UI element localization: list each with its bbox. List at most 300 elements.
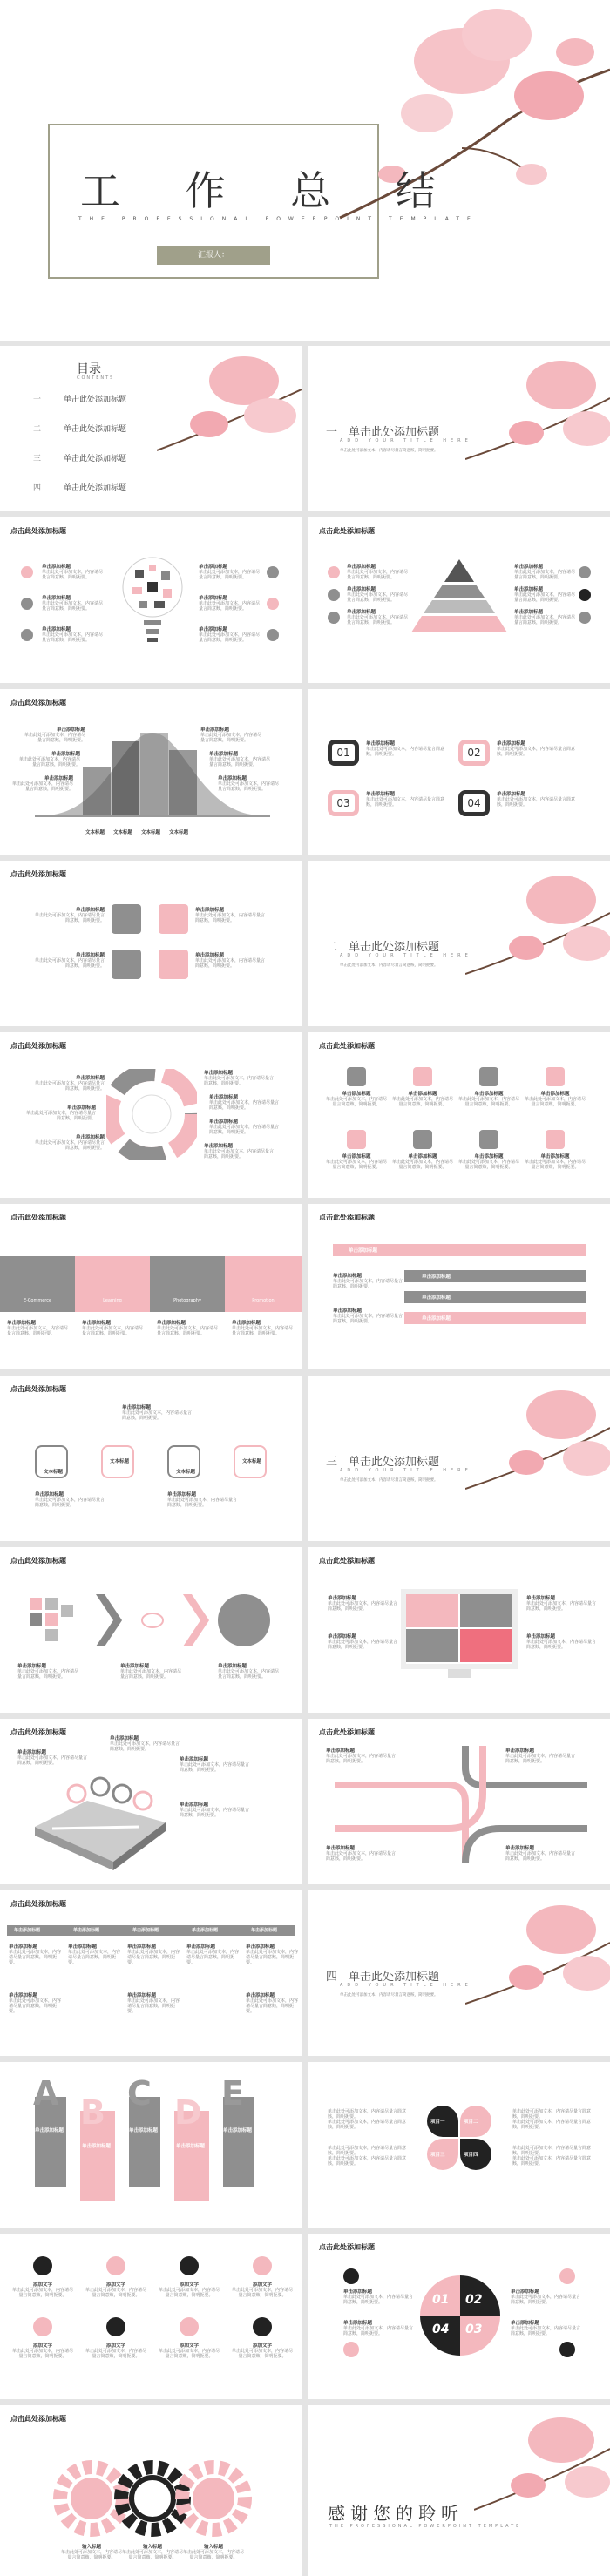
- item-title: 单击添加标题: [75, 1076, 105, 1081]
- magnolia-icon: [465, 1890, 610, 2021]
- item-text: 单击此处可添加文本，内容请尽量言简意赅，简明扼要。: [246, 1950, 299, 1965]
- toc-num: 四: [33, 484, 42, 493]
- item-title: 单击添加标题: [514, 565, 544, 570]
- lock-icon: [33, 2256, 52, 2275]
- arrow-label: 单击添加标题: [422, 1295, 451, 1301]
- numbered-slide: [308, 689, 610, 855]
- category-label: Learning: [103, 1298, 122, 1303]
- item-text: 单击此处可添加文本，内容请尽量言简意赅，简明扼要。: [392, 1160, 454, 1170]
- item-text: 单击此处可添加文本，内容请尽量言简意赅，简明扼要。: [218, 1669, 280, 1680]
- item-text: 单击此处可添加文本，内容请尽量言简意赅，简明扼要。: [328, 2120, 407, 2130]
- flow-label: 文本标题: [242, 1459, 262, 1464]
- item-text: 单击此处可添加文本，内容请尽量言简意赅，简明扼要。: [180, 1808, 250, 1818]
- slide-title: 点击此处添加标题: [319, 1728, 375, 1736]
- section-title: 单击此处添加标题: [349, 1456, 440, 1469]
- item-text: 单击此处可添加文本，内容请尽量言简意赅，简明扼要。: [82, 1326, 144, 1336]
- project-label: 项目一: [430, 2120, 445, 2125]
- item-title: 单击添加标题: [186, 1944, 216, 1950]
- timeline-slide: [0, 1890, 302, 2056]
- category-ecommerce: [0, 1256, 75, 1312]
- slide-title: 点击此处添加标题: [319, 2243, 375, 2251]
- item-title: 单击添加标题: [347, 587, 376, 592]
- item-text: 单击此处可添加文本，内容请尽量言简意赅，简明扼要。: [232, 1326, 294, 1336]
- item-text: 单击此处可添加文本，内容请尽量言简意赅，简明扼要。: [343, 2295, 414, 2305]
- section-body: 单击此处可添加文本，内容请尽量言简意赅，简明扼要。: [340, 449, 438, 453]
- item-text: 单击此处可添加文本，内容请尽量言简意赅，简明扼要。: [199, 601, 261, 612]
- item-title: 单击添加标题: [199, 596, 228, 601]
- item-title: 单击添加标题: [343, 2289, 373, 2295]
- pyramid-slide: [308, 517, 610, 683]
- item-text: 单击此处可添加文本，内容请尽量言简意赅，简明扼要。: [246, 1998, 299, 2014]
- num-box: 02: [458, 740, 490, 766]
- magnolia-icon: [465, 346, 610, 477]
- item-text: 单击此处可添加文本，内容请尽量言简意赅，简明扼要。: [157, 1326, 219, 1336]
- cover-slide: [0, 0, 610, 341]
- crossing-slide: [308, 1719, 610, 1884]
- item-text: 单击此处可添加文本，内容请尽量言简意赅，简明扼要。: [392, 1097, 454, 1107]
- item-text: 单击此处可添加文本，内容请尽量言简意赅，简明扼要。: [525, 1097, 586, 1107]
- item-title: 单击添加标题: [366, 792, 396, 797]
- slide-title: 点击此处添加标题: [10, 1557, 66, 1565]
- section-body: 单击此处可添加文本，内容请尽量言简意赅，简明扼要。: [340, 963, 438, 968]
- icon-grid-slide: [0, 861, 302, 1026]
- item-title: 单击添加标题: [366, 741, 396, 747]
- item-text: 单击此处可添加文本，内容请尽量言简意赅，简明扼要。: [512, 2146, 592, 2156]
- magnolia-icon: [474, 2405, 610, 2527]
- item-title: 单击添加标题: [127, 1993, 157, 1998]
- section-title: 单击此处添加标题: [349, 941, 440, 954]
- item-text: 单击此处可添加文本，内容请尽量言简意赅，简明扼要。: [218, 781, 280, 792]
- item-title: 单击添加标题: [246, 1993, 275, 1998]
- home-icon: [106, 2317, 125, 2336]
- item-text: 单击此处可添加文本，内容请尽量言简意赅，简明扼要。: [326, 1160, 388, 1170]
- item-title: 添加文字: [105, 2282, 125, 2288]
- item-title: 单击添加标题: [199, 627, 228, 632]
- item-text: 单击此处可添加文本，内容请尽量言简意赅，简明扼要。: [512, 2109, 592, 2120]
- item-text: 单击此处可添加文本，内容请尽量言简意赅，简明扼要。: [512, 2120, 592, 2130]
- item-text: 单击此处可添加文本，内容请尽量言简意赅，简明扼要。: [458, 1160, 520, 1170]
- puzzle-piece: [460, 1594, 512, 1627]
- letter-d: D: [174, 2093, 202, 2132]
- item-title: 单击添加标题: [328, 1596, 357, 1601]
- item-text: 单击此处可添加文本，内容请尽量言简意赅，简明扼要。: [209, 757, 271, 767]
- letter-c: C: [127, 2074, 152, 2113]
- item-title: 单击添加标题: [127, 1944, 157, 1950]
- item-title: 单击添加标题: [17, 1664, 47, 1669]
- item-title: 单击添加标题: [75, 1135, 105, 1140]
- item-title: 单击添加标题: [347, 610, 376, 615]
- item-text: 单击此处可添加文本，内容请尽量言简意赅，简明扼要。: [35, 1081, 105, 1092]
- section-title: 单击此处添加标题: [349, 426, 440, 439]
- umbrella-icon: [413, 1130, 432, 1149]
- slide-title: 点击此处添加标题: [319, 1214, 375, 1221]
- section-title: 单击此处添加标题: [349, 1971, 440, 1984]
- item-title: 单击添加标题: [17, 1750, 47, 1755]
- item-text: 单击此处可添加文本，内容请尽量言简意赅，简明扼要。: [12, 781, 74, 792]
- item-title: 单击添加标题: [209, 1119, 239, 1125]
- item-text: 单击此处可添加文本，内容请尽量言简意赅，简明扼要。: [35, 913, 105, 923]
- monitor-stand: [448, 1669, 471, 1678]
- item-text: 单击此处可添加文本，内容请尽量言简意赅，简明扼要。: [195, 913, 266, 923]
- toc-item-4[interactable]: [33, 482, 126, 493]
- item-title: 单击添加标题: [44, 776, 73, 781]
- item-text: 单击此处可添加文本，内容请尽量言简意赅，简明扼要。: [122, 1410, 193, 1421]
- item-title: 单击添加标题: [110, 1736, 139, 1741]
- toc-num: 三: [33, 455, 42, 463]
- item-title: 单击添加标题: [511, 2321, 540, 2326]
- item-title: 单击添加标题: [514, 587, 544, 592]
- item-text: 单击此处可添加文本，内容请尽量言简意赅，简明扼要。: [526, 1640, 597, 1650]
- item-title: 单击添加标题: [246, 1944, 275, 1950]
- slide-title: 点击此处添加标题: [10, 870, 66, 878]
- edit-icon: [180, 2256, 199, 2275]
- category-photography: [150, 1256, 225, 1312]
- timeline-label: 单击添加标题: [14, 1928, 41, 1933]
- item-title: 单击添加标题: [526, 1634, 556, 1640]
- puzzle-piece: [460, 1629, 512, 1662]
- item-title: 单击添加标题: [42, 627, 71, 632]
- item-text: 单击此处可添加文本，内容请尽量言简意赅，简明扼要。: [511, 2326, 581, 2336]
- item-text: 单击此处可添加文本，内容请尽量言简意赅，简明扼要。: [200, 733, 262, 743]
- money-icon: [159, 950, 188, 979]
- category-label: E-Commerce: [23, 1298, 52, 1303]
- item-text: 单击此处可添加文本，内容请尽量言简意赅，简明扼要。: [122, 2550, 184, 2560]
- item-text: 单击此处可添加文本，内容请尽量言简意赅，简明扼要。: [343, 2326, 414, 2336]
- letters-slide: [0, 2062, 302, 2228]
- map-slide: [0, 1719, 302, 1884]
- gears-icon: [52, 2459, 253, 2538]
- item-title: 单击添加标题: [42, 596, 71, 601]
- car-icon: [479, 1130, 498, 1149]
- item-text: 单击此处可添加文本，内容请尽量言简意赅，简明扼要。: [505, 1851, 576, 1862]
- item-title: 添加文字: [32, 2343, 52, 2349]
- item-text: 单击此处可添加文本，内容请尽量言简意赅，简明扼要。: [19, 757, 81, 767]
- toc-item-3[interactable]: [33, 452, 126, 463]
- item-title: 单击添加标题: [342, 1154, 371, 1160]
- quadrant-num: 01: [432, 2293, 450, 2307]
- section-sub: ADD YOUR TITLE HERE: [340, 953, 472, 958]
- item-text: 单击此处可添加文本，内容请尽量言简意赅，简明扼要。: [85, 2288, 147, 2298]
- toc-item-2[interactable]: [33, 423, 126, 434]
- thanks-subtitle: THE PROFESSIONAL POWERPOINT TEMPLATE: [329, 2524, 522, 2529]
- item-title: 单击添加标题: [497, 741, 526, 747]
- item-title: 单击添加标题: [514, 610, 544, 615]
- item-title: 单击添加标题: [42, 565, 71, 570]
- item-text: 单击此处可添加文本，内容请尽量言简意赅，简明扼要。: [85, 2349, 147, 2359]
- quadrant-num: 02: [465, 2293, 483, 2307]
- puzzle-piece: [406, 1594, 458, 1627]
- item-text: 单击此处可添加文本，内容请尽量言简意赅，简明扼要。: [525, 1160, 586, 1170]
- item-text: 单击此处可添加文本，内容请尽量言简意赅，简明扼要。: [12, 2288, 74, 2298]
- item-text: 单击此处可添加文本，内容请尽量言简意赅，简明扼要。: [186, 1950, 240, 1965]
- slide-title: 点击此处添加标题: [319, 1042, 375, 1050]
- item-title: 单击添加标题: [199, 565, 228, 570]
- item-title: 单击添加标题: [474, 1154, 504, 1160]
- item-title: 单击添加标题: [180, 1802, 209, 1808]
- item-title: 单击添加标题: [232, 1321, 261, 1326]
- item-text: 单击此处可添加文本，内容请尽量言简意赅，简明扼要。: [512, 2156, 592, 2167]
- text-label: 文本标题: [169, 830, 189, 835]
- item-title: 单击添加标题: [75, 953, 105, 958]
- item-text: 单击此处可添加文本，内容请尽量言简意赅，简明扼要。: [204, 1076, 274, 1086]
- item-text: 单击此处可添加文本，内容请尽量言简意赅，简明扼要。: [333, 1279, 403, 1289]
- slide-title: 点击此处添加标题: [10, 1214, 66, 1221]
- puzzle-piece: [406, 1629, 458, 1662]
- item-title: 单击添加标题: [497, 792, 526, 797]
- star-icon: [559, 2268, 575, 2284]
- section-num: 三: [326, 1456, 338, 1469]
- slide-title: 点击此处添加标题: [10, 699, 66, 707]
- item-text: 单击此处可添加文本，内容请尽量言简意赅，简明扼要。: [326, 1851, 396, 1862]
- item-text: 单击此处可添加文本，内容请尽量言简意赅，简明扼要。: [42, 601, 104, 612]
- chat-icon: [112, 904, 141, 934]
- item-text: 单击此处可添加文本，内容请尽量言简意赅，简明扼要。: [42, 632, 104, 643]
- category-slide: [0, 1204, 302, 1369]
- item-text: 单击此处可添加文本，内容请尽量言简意赅，简明扼要。: [127, 1998, 180, 2014]
- timeline-label: 单击添加标题: [132, 1928, 159, 1933]
- dot: [328, 589, 340, 601]
- item-text: 单击此处可添加文本，内容请尽量言简意赅，简明扼要。: [366, 797, 445, 808]
- section-sub: ADD YOUR TITLE HERE: [340, 438, 472, 443]
- item-text: 单击此处可添加文本，内容请尽量言简意赅，简明扼要。: [159, 2349, 220, 2359]
- dot: [21, 629, 33, 641]
- item-text: 单击此处可添加文本，内容请尽量言简意赅，简明扼要。: [9, 1950, 62, 1965]
- quadrant-num: 03: [465, 2322, 483, 2336]
- item-title: 单击添加标题: [66, 1105, 96, 1111]
- bell-curve-slide: [0, 689, 302, 855]
- slide-title: 点击此处添加标题: [10, 2415, 66, 2423]
- category-label: Photography: [173, 1298, 201, 1303]
- section-num: 四: [326, 1971, 338, 1984]
- item-title: 单击添加标题: [511, 2289, 540, 2295]
- chevron-slide: [0, 1547, 302, 1713]
- lightbulb-slide: [0, 517, 302, 683]
- item-title: 单击添加标题: [51, 752, 80, 757]
- item-title: 单击添加标题: [167, 1492, 197, 1498]
- item-text: 单击此处可添加文本，内容请尽量言简意赅，简明扼要。: [497, 797, 576, 808]
- magnolia-icon: [157, 346, 302, 468]
- cover-title: 工 作 总 结: [80, 167, 462, 214]
- check-icon: [180, 2317, 199, 2336]
- magnolia-icon: [465, 861, 610, 991]
- item-text: 单击此处可添加文本，内容请尽量言简意赅，简明扼要。: [7, 1326, 69, 1336]
- map-icon: [35, 1775, 166, 1870]
- search-icon: [112, 950, 141, 979]
- item-text: 单击此处可添加文本，内容请尽量言简意赅，简明扼要。: [366, 747, 445, 757]
- projects-slide: [308, 2062, 610, 2228]
- item-text: 单击此处可添加文本，内容请尽量言简意赅，简明扼要。: [183, 2550, 245, 2560]
- arrow-label: 单击添加标题: [422, 1316, 451, 1322]
- item-title: 单击添加标题: [75, 908, 105, 913]
- slide-title: 点击此处添加标题: [10, 1900, 66, 1908]
- item-title: 单击添加标题: [195, 953, 225, 958]
- toc-item-1[interactable]: [33, 393, 126, 404]
- item-title: 单击添加标题: [68, 1944, 98, 1950]
- item-title: 单击添加标题: [540, 1154, 570, 1160]
- timeline-label: 单击添加标题: [73, 1928, 100, 1933]
- item-text: 单击此处可添加文本，内容请尽量言简意赅，简明扼要。: [511, 2295, 581, 2305]
- item-title: 单击添加标题: [326, 1748, 356, 1754]
- item-title: 单击添加标题: [474, 1092, 504, 1097]
- project-label: 项目三: [430, 2153, 445, 2158]
- item-text: 单击此处可添加文本，内容请尽量言简意赅，简明扼要。: [180, 1762, 250, 1773]
- music-icon: [546, 1130, 565, 1149]
- item-text: 单击此处可添加文本，内容请尽量言简意赅，简明扼要。: [120, 1669, 182, 1680]
- circle-icons-slide: [0, 2234, 302, 2399]
- arrow-slide: [308, 1204, 610, 1369]
- item-text: 单击此处可添加文本，内容请尽量言简意赅，简明扼要。: [17, 1755, 88, 1766]
- project-label: 项目二: [464, 2120, 478, 2125]
- slide-title: 点击此处添加标题: [10, 1042, 66, 1050]
- toc-label: 单击此处添加标题: [64, 425, 127, 434]
- magnolia-icon: [465, 1376, 610, 1506]
- item-title: 单击添加标题: [408, 1092, 437, 1097]
- item-text: 单击此处可添加文本，内容请尽量言简意赅，简明扼要。: [68, 1950, 121, 1965]
- item-title: 单击添加标题: [82, 1321, 112, 1326]
- item-title: 单击添加标题: [82, 2144, 112, 2149]
- item-title: 单击添加标题: [129, 2128, 159, 2133]
- item-title: 单击添加标题: [180, 1757, 209, 1762]
- gear-icon: [343, 2342, 359, 2357]
- dot: [267, 566, 279, 578]
- cover-subtitle: THE PROFESSIONAL POWERPOINT TEMPLATE: [78, 216, 478, 222]
- item-text: 单击此处可添加文本，内容请尽量言简意赅，简明扼要。: [232, 2288, 294, 2298]
- item-title: 添加文字: [252, 2282, 272, 2288]
- item-text: 单击此处可添加文本，内容请尽量言简意赅，简明扼要。: [514, 592, 576, 603]
- item-text: 单击此处可添加文本，内容请尽量言简意赅，简明扼要。: [12, 2349, 74, 2359]
- item-title: 单击添加标题: [505, 1748, 535, 1754]
- section-slide-3: [308, 1376, 610, 1541]
- monitor: [401, 1589, 518, 1669]
- arrow-label: 单击添加标题: [422, 1274, 451, 1280]
- item-text: 单击此处可添加文本，内容请尽量言简意赅，简明扼要。: [328, 2109, 407, 2120]
- item-text: 单击此处可添加文本，内容请尽量言简意赅，简明扼要。: [514, 570, 576, 580]
- category-learning: [75, 1256, 150, 1312]
- toc-label: 单击此处添加标题: [64, 455, 127, 463]
- cart-icon: [33, 2317, 52, 2336]
- cycle-slide: [0, 1032, 302, 1198]
- section-num: 一: [326, 426, 338, 439]
- item-text: 单击此处可添加文本，内容请尽量言简意赅，简明扼要。: [26, 1111, 97, 1121]
- item-text: 单击此处可添加文本，内容请尽量言简意赅，简明扼要。: [505, 1754, 576, 1764]
- slide-title: 点击此处添加标题: [10, 1728, 66, 1736]
- item-text: 单击此处可添加文本，内容请尽量言简意赅，简明扼要。: [526, 1601, 597, 1612]
- lightbulb-icon: [118, 552, 187, 648]
- item-text: 单击此处可添加文本，内容请尽量言简意赅，简明扼要。: [328, 1601, 398, 1612]
- item-text: 单击此处可添加文本，内容请尽量言简意赅，简明扼要。: [199, 570, 261, 580]
- item-text: 单击此处可添加文本，内容请尽量言简意赅，简明扼要。: [328, 1640, 398, 1650]
- dot: [579, 589, 591, 601]
- dot: [21, 566, 33, 578]
- quadrant-slide: [308, 2234, 610, 2399]
- reporter-badge: 汇报人：: [157, 246, 270, 265]
- item-title: 输入标题: [203, 2545, 223, 2550]
- item-text: 单击此处可添加文本，内容请尽量言简意赅，简明扼要。: [209, 1100, 280, 1111]
- quadrant-chart: [420, 2275, 500, 2356]
- pencil-icon: [479, 1067, 498, 1086]
- item-title: 添加文字: [105, 2343, 125, 2349]
- section-body: 单击此处可添加文本，内容请尽量言简意赅，简明扼要。: [340, 1478, 438, 1483]
- item-text: 单击此处可添加文本，内容请尽量言简意赅，简明扼要。: [127, 1950, 180, 1965]
- num-box: 03: [328, 790, 359, 816]
- slide-title: 点击此处添加标题: [10, 527, 66, 535]
- section-num: 二: [326, 941, 338, 954]
- item-title: 单击添加标题: [204, 1071, 234, 1076]
- section-slide-4: [308, 1890, 610, 2056]
- item-text: 单击此处可添加文本，内容请尽量言简意赅，简明扼要。: [232, 2349, 294, 2359]
- dot: [267, 629, 279, 641]
- item-text: 单击此处可添加文本，内容请尽量言简意赅，简明扼要。: [110, 1741, 180, 1752]
- toc-slide: [0, 346, 302, 511]
- puzzle-slide: [308, 1547, 610, 1713]
- item-text: 单击此处可添加文本，内容请尽量言简意赅，简明扼要。: [209, 1125, 280, 1135]
- item-title: 单击添加标题: [200, 727, 230, 733]
- text-label: 文本标题: [85, 830, 105, 835]
- section-slide-2: [308, 861, 610, 1026]
- num-box: 01: [328, 740, 359, 766]
- item-text: 单击此处可添加文本，内容请尽量言简意赅，简明扼要。: [42, 570, 104, 580]
- toc-title: 目录: [77, 362, 101, 376]
- dot: [267, 598, 279, 610]
- category-promotion: [225, 1256, 302, 1312]
- pyramid-icon: [411, 559, 507, 638]
- slide-title: 点击此处添加标题: [319, 1557, 375, 1565]
- arrow-label: 单击添加标题: [349, 1248, 378, 1254]
- item-title: 添加文字: [179, 2282, 199, 2288]
- gears-slide: [0, 2405, 302, 2576]
- item-title: 单击添加标题: [342, 1092, 371, 1097]
- item-title: 单击添加标题: [333, 1308, 363, 1314]
- camera-icon: [413, 1067, 432, 1086]
- flag-icon: [559, 2342, 575, 2357]
- bag-icon: [347, 1067, 366, 1086]
- item-text: 单击此处可添加文本，内容请尽量言简意赅，简明扼要。: [199, 632, 261, 643]
- item-title: 单击添加标题: [209, 1095, 239, 1100]
- item-title: 单击添加标题: [122, 1405, 152, 1410]
- target-icon: [159, 904, 188, 934]
- item-text: 单击此处可添加文本，内容请尽量言简意赅，简明扼要。: [159, 2288, 220, 2298]
- item-title: 输入标题: [142, 2545, 162, 2550]
- num-box: 04: [458, 790, 490, 816]
- item-text: 单击此处可添加文本，内容请尽量言简意赅，简明扼要。: [195, 958, 266, 969]
- item-text: 单击此处可添加文本，内容请尽量言简意赅，简明扼要。: [24, 733, 86, 743]
- mail-icon: [253, 2256, 272, 2275]
- toc-num: 二: [33, 425, 42, 434]
- item-title: 单击添加标题: [35, 1492, 64, 1498]
- project-label: 项目四: [464, 2153, 478, 2158]
- dot: [328, 612, 340, 624]
- item-title: 添加文字: [179, 2343, 199, 2349]
- item-text: 单击此处可添加文本，内容请尽量言简意赅，简明扼要。: [35, 958, 105, 969]
- item-text: 单击此处可添加文本，内容请尽量言简意赅，简明扼要。: [167, 1498, 238, 1508]
- item-title: 单击添加标题: [505, 1846, 535, 1851]
- item-title: 单击添加标题: [195, 908, 225, 913]
- item-title: 单击添加标题: [7, 1321, 37, 1326]
- dot: [21, 598, 33, 610]
- item-text: 单击此处可添加文本，内容请尽量言简意赅，简明扼要。: [204, 1149, 274, 1160]
- item-text: 单击此处可添加文本，内容请尽量言简意赅，简明扼要。: [347, 570, 409, 580]
- toc-num: 一: [33, 396, 42, 404]
- item-title: 单击添加标题: [540, 1092, 570, 1097]
- section-body: 单击此处可添加文本，内容请尽量言简意赅，简明扼要。: [340, 1993, 438, 1998]
- item-text: 单击此处可添加文本，内容请尽量言简意赅，简明扼要。: [326, 1097, 388, 1107]
- cloud-icon: [347, 1130, 366, 1149]
- item-title: 单击添加标题: [35, 2128, 64, 2133]
- item-title: 单击添加标题: [328, 1634, 357, 1640]
- flow-slide: [0, 1376, 302, 1541]
- item-title: 单击添加标题: [9, 1944, 38, 1950]
- cycle-chart: [106, 1069, 197, 1160]
